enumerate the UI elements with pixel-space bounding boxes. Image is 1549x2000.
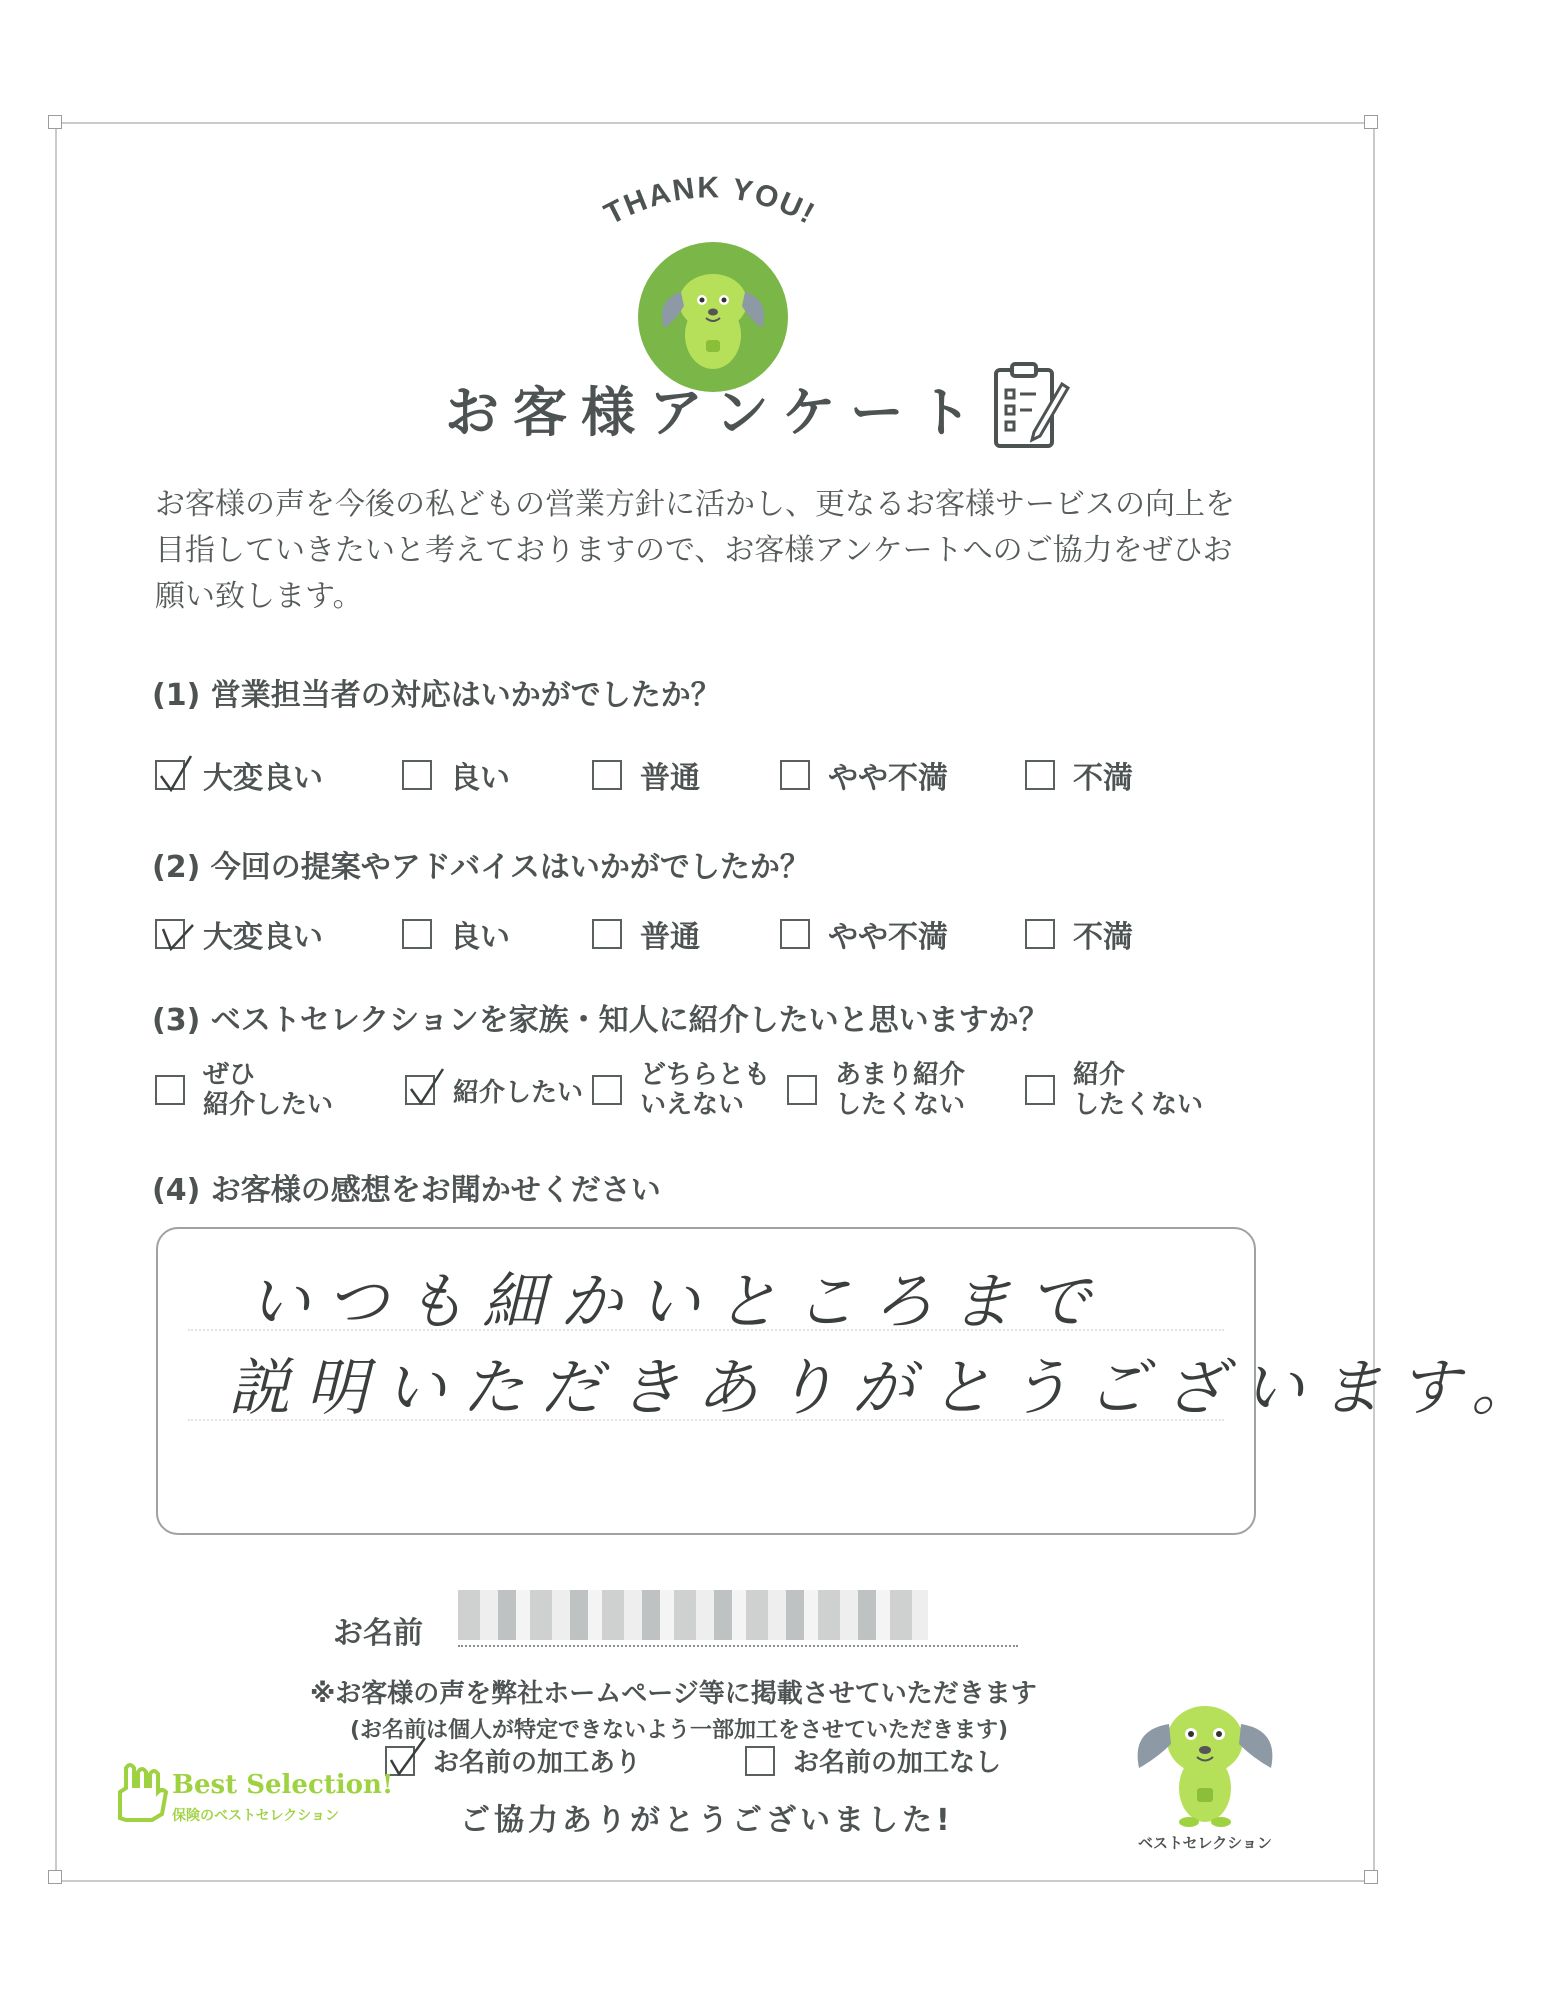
comment-line-1: いつも細かいところまで <box>248 1265 1107 1338</box>
option-q3-neutral[interactable] <box>592 1060 770 1120</box>
checkmark-icon <box>155 752 199 796</box>
option-label: 良い <box>450 920 510 955</box>
question-4-label: (4) お客様の感想をお聞かせください <box>152 1173 661 1208</box>
option-label: 不満 <box>1073 761 1133 796</box>
checkbox[interactable] <box>780 919 810 949</box>
option-label: どちらとも いえない <box>640 1060 771 1120</box>
frame-corner-marker <box>1364 115 1378 129</box>
checkbox[interactable] <box>592 1075 622 1105</box>
checkmark-icon <box>405 1067 449 1111</box>
name-processing-options <box>385 1740 1085 1784</box>
option-q1-good[interactable] <box>402 753 510 797</box>
hand-logo-icon <box>112 1758 172 1828</box>
checkbox[interactable] <box>405 1075 435 1105</box>
checkbox[interactable] <box>155 1075 185 1105</box>
question-2-options <box>155 912 1255 962</box>
brand-logo-text: Best Selection! <box>172 1770 394 1800</box>
mascot-caption: ベストセレクション <box>1138 1834 1272 1852</box>
comment-line-2: 説明いただきありがとうございます。 <box>228 1351 1549 1424</box>
option-q2-very-good[interactable] <box>155 912 323 956</box>
publication-notice: ※お客様の声を弊社ホームページ等に掲載させていただきます <box>310 1679 1037 1709</box>
option-label: 普通 <box>640 920 700 955</box>
option-label: やや不満 <box>828 761 948 796</box>
option-q1-very-good[interactable] <box>155 753 323 797</box>
option-q1-normal[interactable] <box>592 753 700 797</box>
option-q3-not-much[interactable] <box>787 1060 965 1120</box>
name-underline <box>458 1645 1018 1647</box>
option-q2-good[interactable] <box>402 912 510 956</box>
checkbox[interactable] <box>745 1746 775 1776</box>
option-label: 紹介したい <box>453 1077 584 1108</box>
checkmark-icon <box>155 911 199 955</box>
checkbox[interactable] <box>402 919 432 949</box>
option-q3-definitely[interactable] <box>155 1060 333 1120</box>
option-q2-dissatisfied[interactable] <box>1025 912 1133 956</box>
intro-text: お客様の声を今後の私どもの営業方針に活かし、更なるお客様サービスの向上を目指していきたいと考えておりますので、お客様アンケートへのご協力をぜひお願い致します。 <box>155 487 1235 614</box>
checkbox[interactable] <box>592 760 622 790</box>
checkbox[interactable] <box>155 760 185 790</box>
option-label: やや不満 <box>828 920 948 955</box>
checkbox[interactable] <box>1025 1075 1055 1105</box>
frame-corner-marker <box>48 1870 62 1884</box>
option-name-unprocessed[interactable] <box>745 1742 1001 1779</box>
closing-thanks: ご協力ありがとうございました! <box>460 1803 954 1838</box>
option-label: お名前の加工あり <box>433 1748 642 1778</box>
checkbox[interactable] <box>592 919 622 949</box>
clipboard-pencil-icon <box>990 360 1070 452</box>
question-2-label: (2) 今回の提案やアドバイスはいかがでしたか？ <box>152 850 810 885</box>
brand-logo-subtext: 保険のベストセレクション <box>172 1808 340 1824</box>
option-label: 大変良い <box>203 920 323 955</box>
option-label: 大変良い <box>203 761 323 796</box>
option-q1-somewhat-dissatisfied[interactable] <box>780 753 948 797</box>
checkbox[interactable] <box>1025 760 1055 790</box>
option-label: 良い <box>450 761 510 796</box>
option-q2-somewhat-dissatisfied[interactable] <box>780 912 948 956</box>
option-q1-dissatisfied[interactable] <box>1025 753 1133 797</box>
checkbox[interactable] <box>155 919 185 949</box>
name-label: お名前 <box>333 1616 423 1651</box>
option-q3-would-recommend[interactable] <box>405 1060 583 1120</box>
option-label: あまり紹介 したくない <box>835 1060 966 1120</box>
frame-corner-marker <box>48 115 62 129</box>
question-1-label: (1) 営業担当者の対応はいかがでしたか？ <box>152 678 721 713</box>
mascot-dog-icon <box>1125 1680 1285 1830</box>
checkbox[interactable] <box>780 760 810 790</box>
option-label: 紹介 したくない <box>1073 1060 1204 1120</box>
publication-notice-sub: (お名前は個人が特定できないよう一部加工をさせていただきます) <box>350 1718 1009 1743</box>
question-3-options <box>155 1060 1255 1124</box>
option-label: お名前の加工なし <box>793 1748 1002 1778</box>
option-label: 普通 <box>640 761 700 796</box>
checkbox[interactable] <box>1025 919 1055 949</box>
option-q2-normal[interactable] <box>592 912 700 956</box>
option-label: 不満 <box>1073 920 1133 955</box>
option-q3-would-not[interactable] <box>1025 1060 1203 1120</box>
name-field-redacted <box>458 1590 928 1640</box>
page-title: お客様アンケート <box>445 381 986 444</box>
option-label: ぜひ 紹介したい <box>203 1060 334 1120</box>
checkbox[interactable] <box>787 1075 817 1105</box>
checkbox[interactable] <box>402 760 432 790</box>
question-1-options <box>155 753 1255 803</box>
svg-text:THANK YOU!: THANK YOU! <box>599 171 822 232</box>
option-name-processed[interactable] <box>385 1742 641 1779</box>
thank-you-heading <box>580 165 840 245</box>
frame-corner-marker <box>1364 1870 1378 1884</box>
question-3-label: (3) ベストセレクションを家族・知人に紹介したいと思いますか？ <box>152 1003 1049 1038</box>
